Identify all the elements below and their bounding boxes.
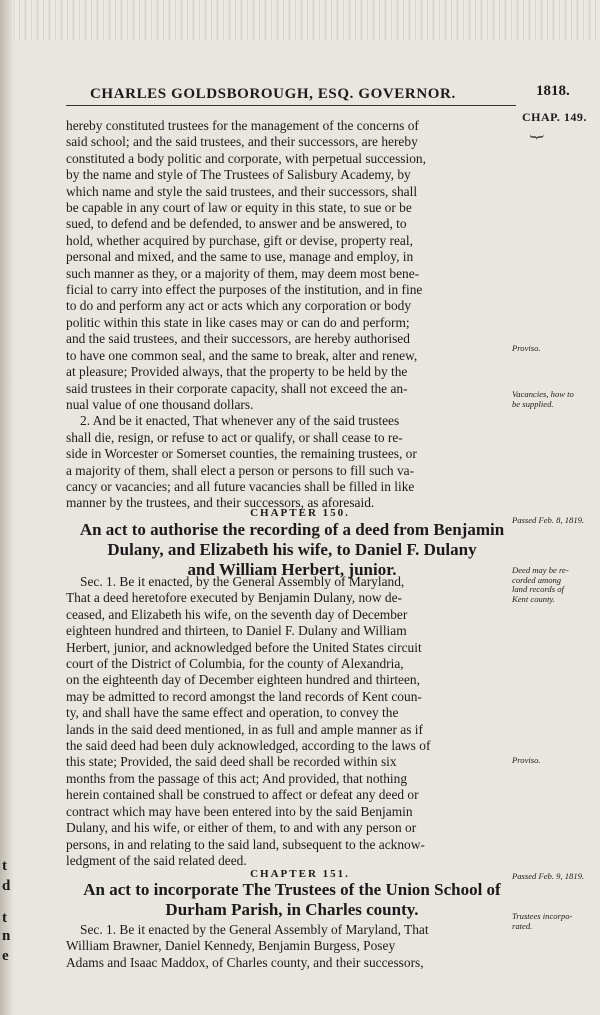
text-line: nual value of one thousand dollars. [66, 396, 254, 412]
left-page-fragment: t [2, 910, 7, 926]
margin-line: Trustees incorpo- [512, 912, 573, 921]
text-line: said school; and the said trustees, and their successors, are hereby [66, 134, 418, 150]
title-line: An act to incorporate The Trustees of the Union School of [83, 880, 501, 899]
text-line: eighteen hundred and thirteen, to Daniel F. Dulany and William [66, 623, 407, 639]
text-line: to do and perform any act or acts which any corporation or body [66, 298, 412, 314]
margin-note-vacancies [512, 390, 596, 409]
text-line: ty, and shall have the same effect and operation, to convey the [66, 705, 399, 721]
text-line: ficial to carry into effect the purposes of the institution, and in fine [66, 282, 423, 298]
text-line: this state; Provided, the said deed shall be recorded within six [66, 754, 397, 770]
text-line: to have one common seal, and the same to break, alter and renew, [66, 347, 418, 363]
text-line: and the said trustees, and their successors, are hereby authorised [66, 331, 410, 347]
left-page-fragment: t [2, 858, 7, 874]
text-line: cancy or vacancies; and all future vacancies shall be filled in like [66, 478, 415, 494]
margin-line: Kent county. [512, 594, 555, 604]
chapter-151-title [66, 880, 518, 920]
text-line: politic within this state in like cases may or can do and perform; [66, 314, 410, 330]
text-line: persons, in and relating to the said land, subsequent to the acknow- [66, 836, 425, 852]
text-line: lands in the said deed mentioned, in as full and ample manner as if [66, 721, 423, 737]
margin-line: land records of [512, 585, 564, 595]
text-line: Sec. 1. Be it enacted by the General Assembly of Maryland, That [80, 922, 429, 937]
title-line: and William Herbert, junior. [187, 560, 397, 579]
text-line: Adams and Isaac Maddox, of Charles county, and their successors, [66, 954, 424, 970]
margin-line: be supplied. [512, 399, 554, 409]
text-line: said trustees in their corporate capacity, shall not exceed the an- [66, 380, 408, 396]
margin-note-passed-151: Passed Feb. 9, 1819. [512, 871, 585, 881]
text-line: by the name and style of The Trustees of Salisbury Academy, by [66, 167, 411, 183]
text-line: William Brawner, Daniel Kennedy, Benjamin Burgess, Posey [66, 938, 396, 954]
text-line: side in Worcester or Somerset counties, the remaining trustees, or [66, 446, 417, 462]
text-line: 2. And be it enacted, That whenever any of the said trustees [80, 413, 400, 429]
chapter-150-heading: CHAPTER 150. [250, 507, 350, 519]
text-line: be capable in any court of law or equity in this state, to sue or be [66, 200, 412, 216]
chapter-margin-label: CHAP. 149. [522, 110, 587, 124]
text-line: ledgment of the said related deed. [66, 852, 247, 868]
chapter-151-heading: CHAPTER 151. [250, 868, 350, 880]
text-line: manner by the trustees, and their successors, as aforesaid. [66, 495, 375, 511]
text-line: may be admitted to record amongst the land records of Kent coun- [66, 688, 422, 704]
text-line: such manner as they, or a majority of them, may deem most bene- [66, 265, 420, 281]
title-line: Dulany, and Elizabeth his wife, to Daniel F. Dulany [107, 540, 477, 559]
margin-note-deed [512, 566, 596, 604]
running-header: CHARLES GOLDSBOROUGH, ESQ. GOVERNOR. [90, 86, 456, 102]
text-line: a majority of them, shall elect a person or persons to fill such va- [66, 462, 415, 478]
chapter-151-text [66, 922, 518, 971]
left-page-fragment: e [2, 948, 9, 964]
brace-glyph: } [527, 133, 545, 141]
text-line: shall die, resign, or refuse to act or qualify, or shall cease to re- [66, 429, 403, 445]
chapter-150-title [66, 520, 518, 580]
margin-note-proviso: Proviso. [512, 343, 541, 353]
text-line: contract which may have been entered into by the said Benjamin [66, 803, 413, 819]
section-149-text [66, 118, 518, 512]
page-top-edge [0, 0, 600, 40]
text-line: the said deed had been duly acknowledged, according to the laws of [66, 738, 431, 754]
header-rule [66, 105, 516, 106]
text-line: ceased, and Elizabeth his wife, on the seventh day of December [66, 606, 408, 622]
text-line: at pleasure; Provided always, that the property to be held by the [66, 364, 408, 380]
header-year: 1818. [536, 83, 570, 99]
text-line: court of the District of Columbia, for the county of Alexandria, [66, 656, 404, 672]
margin-note-proviso-2: Proviso. [512, 755, 541, 765]
margin-line: Deed may be re- [512, 566, 569, 575]
text-line: hold, whether acquired by purchase, gift or devise, property real, [66, 232, 413, 248]
title-line: An act to authorise the recording of a deed from Benjamin [79, 520, 505, 539]
text-line: sued, to defend and be defended, to answer and be answered, to [66, 216, 407, 232]
text-line: months from the passage of this act; And provided, that nothing [66, 770, 408, 786]
margin-line: rated. [512, 921, 533, 931]
margin-note-passed-150: Passed Feb. 8, 1819. [512, 515, 585, 525]
margin-line: Vacancies, how to [512, 390, 574, 399]
text-line: personal and mixed, and the same to use, manage and employ, in [66, 249, 414, 265]
text-line: which name and style the said trustees, and their successors, shall [66, 183, 418, 199]
left-page-fragment: n [2, 928, 11, 944]
text-line: That a deed heretofore executed by Benjamin Dulany, now de- [66, 590, 402, 606]
text-line: constituted a body politic and corporate, with perpetual succession, [66, 150, 426, 166]
title-line: Durham Parish, in Charles county. [165, 900, 419, 919]
chapter-150-text [66, 574, 518, 869]
margin-note-trustees [512, 912, 596, 931]
text-line: Dulany, and his wife, or either of them, to and with any person or [66, 820, 417, 836]
text-line: on the eighteenth day of December eighteen hundred and thirteen, [66, 672, 420, 688]
text-line: hereby constituted trustees for the management of the concerns of [66, 118, 419, 133]
text-line: herein contained shall be construed to affect or defeat any deed or [66, 787, 419, 803]
text-line: Sec. 1. Be it enacted, by the General Assembly of Maryland, [80, 574, 405, 589]
text-line: Herbert, junior, and acknowledged before the United States circuit [66, 639, 422, 655]
left-page-fragment: d [2, 878, 11, 894]
margin-line: corded among [512, 575, 562, 585]
